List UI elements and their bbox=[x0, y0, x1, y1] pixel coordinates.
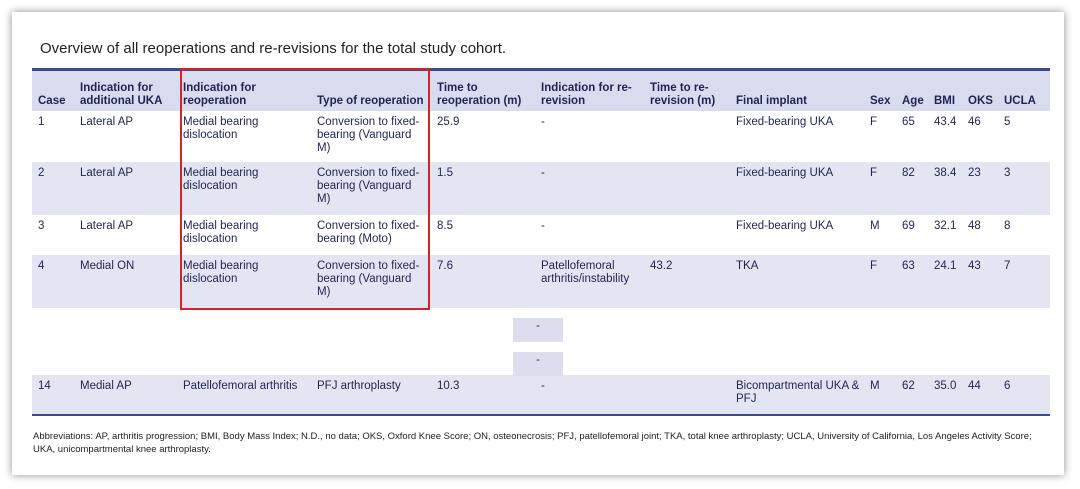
cell-sex: M bbox=[864, 375, 896, 415]
cell-indication-additional-uka: Medial ON bbox=[74, 255, 177, 308]
cell-final-implant: Bicompartmental UKA & PFJ bbox=[730, 375, 864, 415]
cell-age: 82 bbox=[896, 162, 928, 215]
header-ucla: UCLA bbox=[998, 70, 1050, 112]
cell-time-reoperation: 25.9 bbox=[437, 116, 460, 128]
cell-final-implant: Fixed-bearing UKA bbox=[736, 220, 834, 232]
cell-time-reoperation: 8.5 bbox=[437, 220, 453, 232]
cell-final-implant: TKA bbox=[730, 255, 864, 308]
cell-case: 1 bbox=[38, 116, 45, 128]
cell-oks: 43 bbox=[962, 255, 998, 308]
cell-sex: F bbox=[864, 162, 896, 215]
cell-ucla: 3 bbox=[998, 162, 1050, 215]
cell-bmi: 32.1 bbox=[934, 220, 957, 232]
header-final-implant: Final implant bbox=[730, 70, 864, 112]
cell-type-reoperation: Conversion to fixed-bearing (Moto) bbox=[317, 220, 420, 245]
cell-case: 4 bbox=[32, 255, 74, 308]
table-footnote: Abbreviations: AP, arthritis progression; BMI, Body Mass Index; N.D., no data; OKS, Oxford Knee Score; ON, osteonecrosis; PFJ, patellofemoral joint; TKA, total knee arthroplasty; UCLA, University of California, Los Angeles Activity Score; UKA, unicompartmental knee arthroplasty. bbox=[33, 431, 1032, 455]
cell-age: 69 bbox=[902, 220, 915, 232]
cell-sex: F bbox=[870, 116, 878, 128]
cell-age: 63 bbox=[896, 255, 928, 308]
cell-indication-rerevision: - bbox=[541, 116, 545, 128]
cell-oks: 44 bbox=[962, 375, 998, 415]
header-case: Case bbox=[32, 70, 74, 112]
header-bmi: BMI bbox=[928, 70, 962, 112]
cell-case: 2 bbox=[32, 162, 74, 215]
cell-sex: M bbox=[870, 220, 880, 232]
cell-time-rerevision bbox=[644, 375, 730, 415]
cell-time-reoperation: 10.3 bbox=[431, 375, 535, 415]
cell-type-reoperation: Conversion to fixed-bearing (Vanguard M) bbox=[311, 162, 431, 215]
cell-bmi: 38.4 bbox=[928, 162, 962, 215]
cell-case: 3 bbox=[38, 220, 45, 232]
cell-case: 14 bbox=[32, 375, 74, 415]
cell-oks: 46 bbox=[968, 116, 981, 128]
ellipsis-marker: - bbox=[513, 318, 563, 342]
cell-type-reoperation: Conversion to fixed-bearing (Vanguard M) bbox=[317, 116, 420, 154]
cell-ucla: 5 bbox=[1004, 116, 1011, 128]
cell-type-reoperation: PFJ arthroplasty bbox=[311, 375, 431, 415]
cell-time-rerevision bbox=[644, 162, 730, 215]
header-sex: Sex bbox=[864, 70, 896, 112]
cell-time-rerevision: 43.2 bbox=[644, 255, 730, 308]
cell-indication-rerevision: Patellofemoral arthritis/instability bbox=[535, 255, 644, 308]
cell-ucla: 7 bbox=[998, 255, 1050, 308]
cell-indication-rerevision: - bbox=[541, 220, 545, 232]
cell-indication-reoperation: Medial bearing dislocation bbox=[177, 162, 311, 215]
cell-indication-additional-uka: Medial AP bbox=[74, 375, 177, 415]
cell-oks: 48 bbox=[968, 220, 981, 232]
ellipsis-marker: - bbox=[513, 352, 563, 376]
cell-sex: F bbox=[864, 255, 896, 308]
cell-indication-additional-uka: Lateral AP bbox=[80, 220, 134, 232]
table-row bbox=[32, 375, 1050, 415]
cell-time-rerevision bbox=[644, 215, 730, 255]
cell-oks: 23 bbox=[962, 162, 998, 215]
cell-ucla: 8 bbox=[1004, 220, 1011, 232]
header-indication-additional-uka: Indication for additional UKA bbox=[74, 70, 177, 112]
header-time-reoperation: Time to reoperation (m) bbox=[431, 70, 535, 112]
cell-indication-reoperation: Patellofemoral arthritis bbox=[177, 375, 311, 415]
cell-indication-rerevision: - bbox=[535, 162, 644, 215]
cell-time-reoperation: 7.6 bbox=[431, 255, 535, 308]
cell-indication-reoperation: Medial bearing dislocation bbox=[183, 220, 259, 245]
header-indication-rerevision: Indication for re-revision bbox=[535, 70, 644, 112]
header-age: Age bbox=[896, 70, 928, 112]
header-time-rerevision: Time to re-revision (m) bbox=[644, 70, 730, 112]
header-oks: OKS bbox=[962, 70, 998, 112]
cell-bmi: 35.0 bbox=[928, 375, 962, 415]
cell-type-reoperation: Conversion to fixed-bearing (Vanguard M) bbox=[311, 255, 431, 308]
cell-ucla: 6 bbox=[998, 375, 1050, 415]
cell-final-implant: Fixed-bearing UKA bbox=[736, 116, 834, 128]
cell-age: 62 bbox=[896, 375, 928, 415]
cell-bmi: 24.1 bbox=[928, 255, 962, 308]
cell-time-rerevision bbox=[644, 111, 730, 162]
highlight-box bbox=[180, 68, 430, 310]
cell-indication-reoperation: Medial bearing dislocation bbox=[183, 116, 259, 141]
cell-bmi: 43.4 bbox=[934, 116, 957, 128]
cell-time-reoperation: 1.5 bbox=[431, 162, 535, 215]
header-indication-reoperation: Indication for reoperation bbox=[177, 70, 311, 112]
cell-indication-additional-uka: Lateral AP bbox=[80, 116, 134, 128]
cell-age: 65 bbox=[902, 116, 915, 128]
cell-final-implant: Fixed-bearing UKA bbox=[730, 162, 864, 215]
cell-indication-additional-uka: Lateral AP bbox=[74, 162, 177, 215]
cell-indication-rerevision: - bbox=[535, 375, 644, 415]
cell-indication-reoperation: Medial bearing dislocation bbox=[177, 255, 311, 308]
header-type-reoperation: Type of reoperation bbox=[311, 70, 431, 112]
table-title: Overview of all reoperations and re-revisions for the total study cohort. bbox=[40, 40, 507, 57]
